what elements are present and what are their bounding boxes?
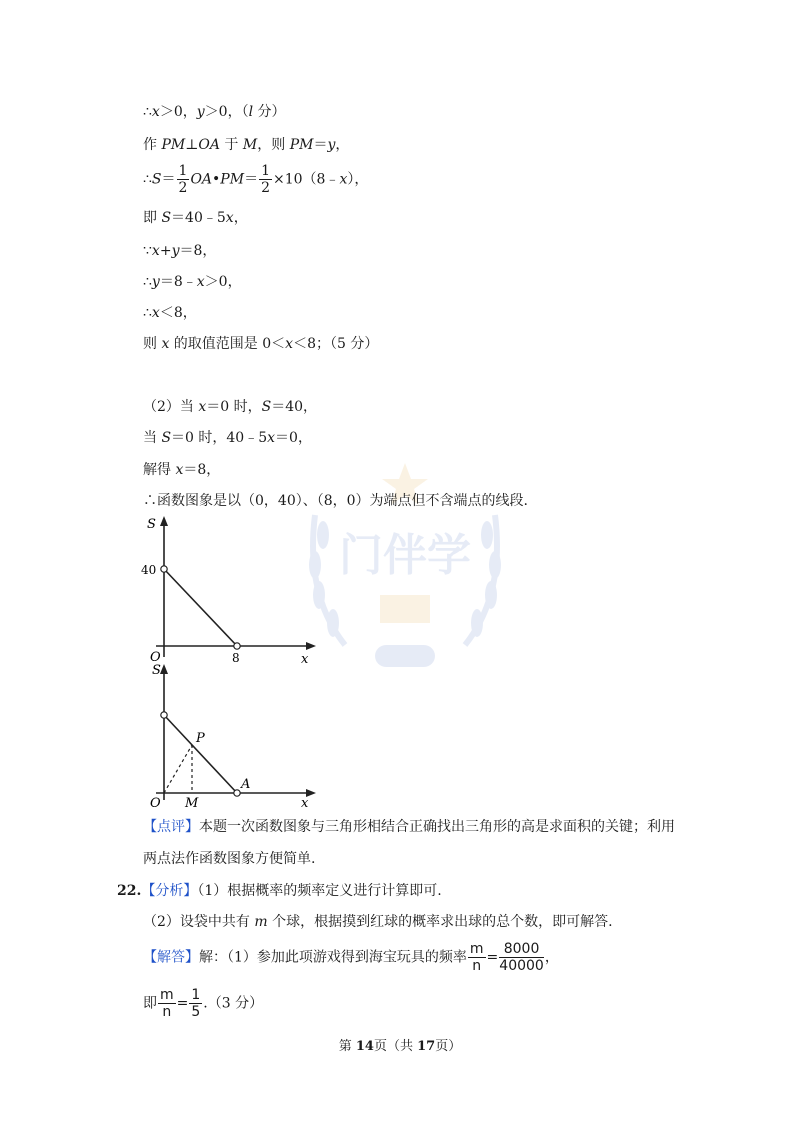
text-line-4: 即 S＝40﹣5x， bbox=[143, 210, 248, 226]
x-axis-label: x bbox=[301, 796, 309, 810]
text-line-8: 则 x 的取值范围是 0＜x＜8；（5 分） bbox=[143, 336, 379, 352]
function-graph-2 bbox=[140, 660, 330, 810]
text-line-10: 当 S＝0 时，40﹣5x＝0， bbox=[143, 430, 312, 446]
origin-label: O bbox=[150, 796, 161, 810]
point-p-label: P bbox=[196, 731, 205, 746]
open-endpoint-right bbox=[234, 790, 240, 796]
text-line-1: ∴x＞0，y＞0，（l 分） bbox=[143, 104, 286, 120]
point-a-label: A bbox=[241, 777, 251, 792]
text-line-3: ∴S＝ $\frac{1}{2}$ OA•PM＝ $\frac{1}{2}$ ×10（8﹣x）， bbox=[143, 163, 369, 196]
y-axis-label: S bbox=[152, 663, 161, 678]
x-axis-arrow bbox=[306, 642, 316, 650]
open-endpoint-top bbox=[161, 566, 167, 572]
svg-text:门伴学: 门伴学 bbox=[339, 530, 471, 581]
dashed-op-line bbox=[164, 745, 192, 793]
comment-line-2: 两点法作函数图象方便简单. bbox=[143, 851, 316, 867]
function-segment bbox=[164, 569, 237, 646]
fraction-one-fifth: $\frac{1}{5}$ bbox=[191, 987, 201, 1020]
solution-line-1: 【解答】解：（1）参加此项游戏得到海宝玩具的频率 $\frac{m}{n}$ = $\frac{8000}{40000}$ ， bbox=[143, 941, 559, 974]
origin-label: O bbox=[150, 650, 161, 665]
open-endpoint-right bbox=[234, 643, 240, 649]
x-tick-label: 8 bbox=[232, 651, 240, 665]
y-axis-arrow bbox=[160, 516, 168, 526]
text-line-7: ∴x＜8， bbox=[143, 305, 197, 321]
fraction-m-over-n-2: $\frac{m}{n}$ bbox=[160, 987, 174, 1020]
text-line-12: ∴函数图象是以（0，40）、（8，0）为端点但不含端点的线段. bbox=[143, 493, 528, 509]
y-axis-label: S bbox=[147, 517, 156, 532]
text-line-9: （2）当 x＝0 时，S＝40， bbox=[143, 399, 318, 415]
text-line-6: ∴y＝8﹣x＞0， bbox=[143, 274, 242, 290]
function-segment bbox=[164, 715, 237, 793]
solution-line-2: 即 $\frac{m}{n}$ = $\frac{1}{5}$ .（3 分） bbox=[143, 987, 264, 1020]
fraction-m-over-n: $\frac{m}{n}$ bbox=[469, 941, 484, 974]
comment-line-1: 【点评】本题一次函数图象与三角形相结合正确找出三角形的高是求面积的关键；利用 bbox=[143, 819, 675, 835]
text-line-5: ∵x+y＝8， bbox=[143, 243, 217, 259]
analysis-line-2: （2）设袋中共有 m 个球，根据摸到红球的概率求出球的总个数，即可解答. bbox=[143, 914, 613, 930]
question-22-analysis: 22.【分析】（1）根据概率的频率定义进行计算即可. bbox=[117, 883, 442, 899]
open-endpoint-top bbox=[161, 712, 167, 718]
y-axis-arrow bbox=[160, 664, 168, 674]
text-line-2: 作 PM⊥OA 于 M，则 PM＝y， bbox=[143, 137, 350, 153]
x-axis-label: x bbox=[301, 652, 309, 667]
y-tick-label: 40 bbox=[141, 563, 157, 577]
point-m-label: M bbox=[185, 796, 199, 810]
text-line-11: 解得 x＝8， bbox=[143, 462, 221, 478]
fraction-8000-over-40000: $\frac{8000}{40000}$ bbox=[499, 941, 544, 974]
fraction-half-1: $\frac{1}{2}$ bbox=[178, 163, 188, 196]
fraction-half-2: $\frac{1}{2}$ bbox=[261, 163, 270, 196]
page-footer: 第 14页（共 17页） bbox=[338, 1039, 462, 1054]
function-graph-1 bbox=[140, 512, 330, 667]
